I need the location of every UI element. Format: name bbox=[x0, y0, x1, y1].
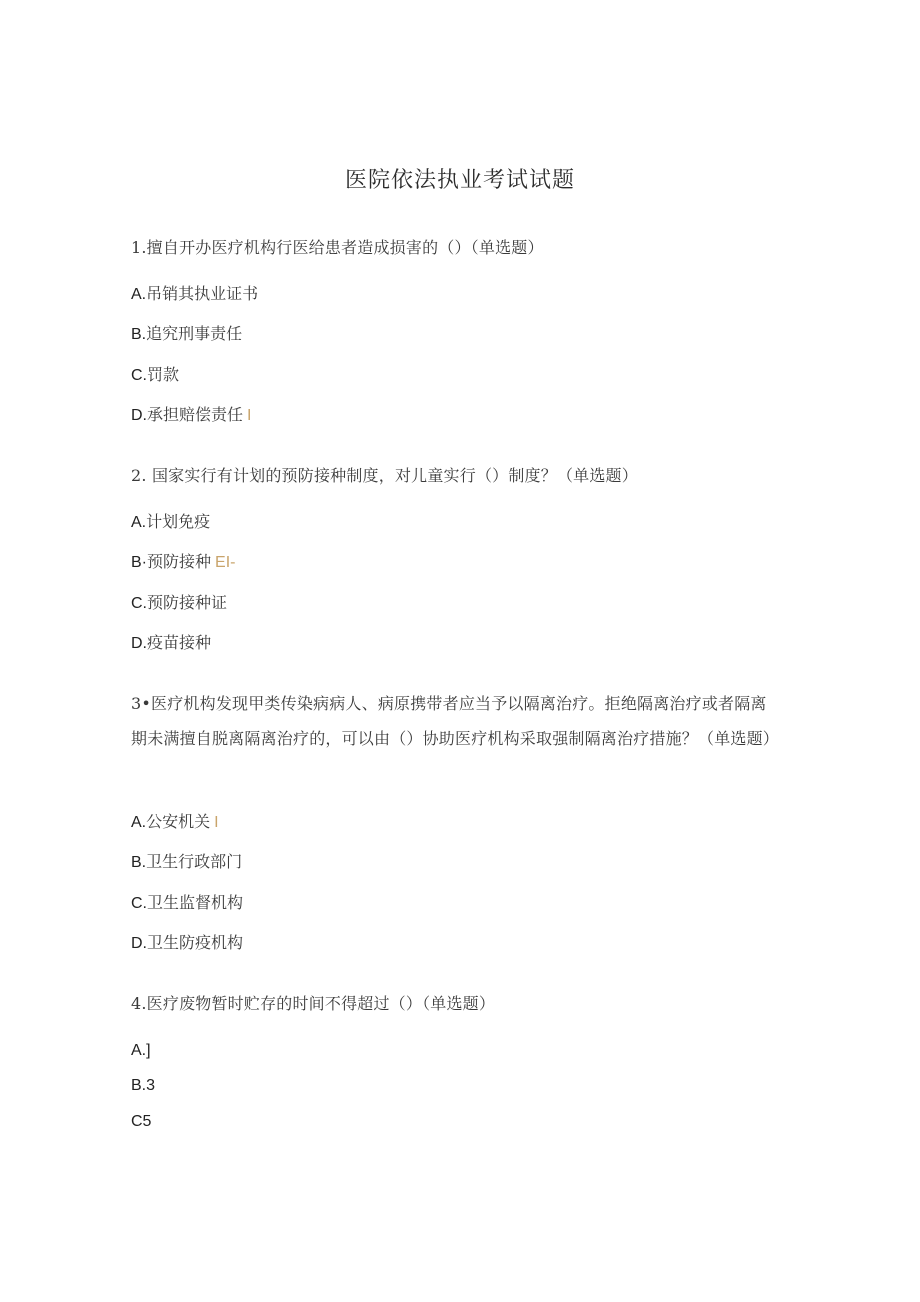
option-letter: B· bbox=[131, 554, 147, 571]
option-letter: D. bbox=[131, 635, 147, 652]
option-text: 追究刑事责任 bbox=[146, 324, 243, 343]
option-text: 卫生监督机构 bbox=[147, 893, 244, 912]
question-3-option-a bbox=[131, 812, 219, 833]
option-letter: B. bbox=[131, 854, 147, 871]
option-mark: I bbox=[247, 407, 252, 424]
option-letter: B.3 bbox=[131, 1077, 156, 1094]
option-letter: A.] bbox=[131, 1042, 151, 1059]
question-2-option-d bbox=[131, 633, 211, 654]
option-letter: C. bbox=[131, 367, 147, 384]
option-text: 卫生防疫机构 bbox=[147, 933, 244, 952]
option-letter: B. bbox=[131, 326, 147, 343]
question-1-option-b bbox=[131, 324, 242, 345]
question-2-stem: 2. 国家实行有计划的预防接种制度，对儿童实行（）制度？（单选题） bbox=[131, 466, 638, 485]
question-2-option-b bbox=[131, 552, 235, 573]
question-1-stem: 1.擅自开办医疗机构行医给患者造成损害的（）（单选题） bbox=[131, 238, 544, 257]
document-title: 医院依法执业考试试题 bbox=[344, 168, 575, 193]
option-mark: I bbox=[214, 814, 219, 831]
option-letter: D. bbox=[131, 935, 147, 952]
question-1-option-c bbox=[131, 365, 179, 386]
question-3-option-c bbox=[131, 893, 243, 914]
option-text: 罚款 bbox=[147, 365, 180, 384]
option-text: 承担赔偿责任 bbox=[147, 405, 244, 424]
option-letter: A. bbox=[131, 814, 147, 831]
option-mark: EI- bbox=[215, 554, 236, 571]
option-text: 吊销其执业证书 bbox=[146, 284, 259, 303]
question-1-option-d bbox=[131, 405, 251, 426]
question-3-option-b bbox=[131, 852, 242, 873]
option-text: 卫生行政部门 bbox=[146, 852, 243, 871]
question-4-option-a bbox=[131, 1040, 151, 1061]
option-text: 预防接种 bbox=[147, 552, 212, 571]
question-4-option-c bbox=[131, 1111, 151, 1132]
question-3-stem: 3•医疗机构发现甲类传染病病人、病原携带者应当予以隔离治疗。拒绝隔离治疗或者隔离期未满擅自脱离隔离治疗的，可以由（）协助医疗机构采取强制隔离治疗措施？（单选题） bbox=[131, 694, 780, 748]
option-text: 预防接种证 bbox=[147, 593, 228, 612]
option-letter: C. bbox=[131, 595, 147, 612]
question-2-option-c bbox=[131, 593, 227, 614]
option-letter: D. bbox=[131, 407, 147, 424]
option-letter: C5 bbox=[131, 1113, 152, 1130]
question-2-option-a bbox=[131, 512, 210, 533]
option-letter: A. bbox=[131, 514, 147, 531]
option-text: 计划免疫 bbox=[146, 512, 211, 531]
question-4-stem: 4.医疗废物暂时贮存的时间不得超过（）（单选题） bbox=[131, 994, 496, 1013]
option-letter: A. bbox=[131, 286, 147, 303]
question-1-option-a bbox=[131, 284, 258, 305]
option-letter: C. bbox=[131, 895, 147, 912]
question-3-option-d bbox=[131, 933, 243, 954]
option-text: 公安机关 bbox=[146, 812, 211, 831]
question-4-option-b bbox=[131, 1075, 155, 1096]
option-text: 疫苗接种 bbox=[147, 633, 212, 652]
